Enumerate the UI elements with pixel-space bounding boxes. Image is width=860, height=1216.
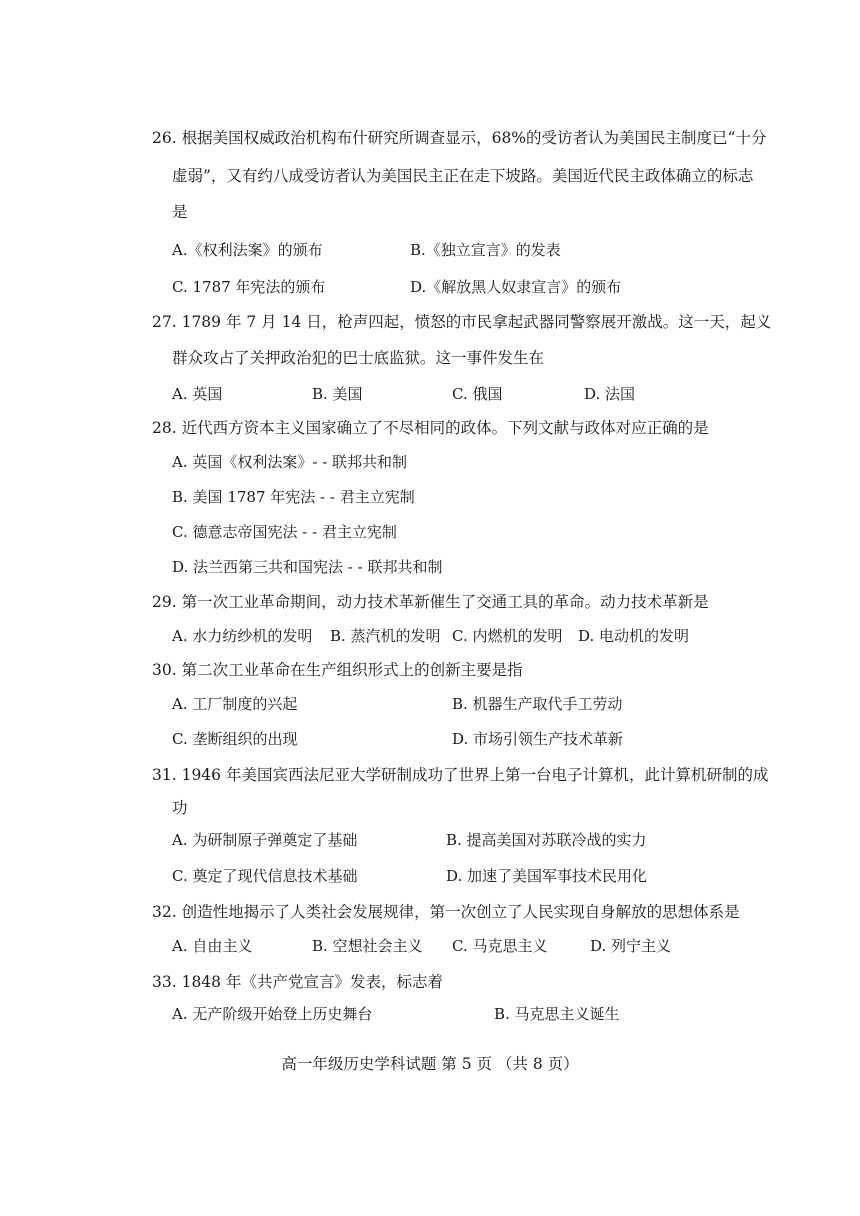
q30-option-a: A. 工厂制度的兴起: [172, 695, 298, 713]
q27-option-d: D. 法国: [584, 385, 636, 403]
q26-option-c: C. 1787 年宪法的颁布: [172, 278, 326, 296]
q26-option-a: A.《权利法案》的颁布: [172, 241, 323, 259]
page-footer: 高一年级历史学科试题 第 5 页 （共 8 页）: [281, 1055, 579, 1073]
question-30-text: 30. 第二次工业革命在生产组织形式上的创新主要是指: [152, 661, 523, 679]
q32-option-d: D. 列宁主义: [590, 937, 672, 955]
q33-option-b: B. 马克思主义诞生: [494, 1005, 620, 1023]
question-26-text-line-2: 虚弱”，又有约八成受访者认为美国民主正在走下坡路。美国近代民主政体确立的标志: [172, 167, 754, 185]
q29-option-b: B. 蒸汽机的发明: [330, 627, 441, 645]
q31-option-b: B. 提高美国对苏联冷战的实力: [446, 831, 647, 849]
q29-option-a: A. 水力纺纱机的发明: [172, 627, 313, 645]
question-28-text: 28. 近代西方资本主义国家确立了不尽相同的政体。下列文献与政体对应正确的是: [152, 419, 709, 437]
q29-option-c: C. 内燃机的发明: [452, 627, 563, 645]
q32-option-c: C. 马克思主义: [452, 937, 548, 955]
q32-option-b: B. 空想社会主义: [312, 937, 423, 955]
q31-option-d: D. 加速了美国军事技术民用化: [446, 867, 648, 885]
question-26-text-line-1: 26. 根据美国权威政治机构布什研究所调查显示，68%的受访者认为美国民主制度已“十分: [152, 129, 767, 147]
q33-option-a: A. 无产阶级开始登上历史舞台: [172, 1005, 373, 1023]
q26-option-d: D.《解放黑人奴隶宣言》的颁布: [410, 278, 622, 296]
question-31-text-line-2: 功: [172, 799, 188, 817]
q30-option-c: C. 垄断组织的出现: [172, 730, 298, 748]
q30-option-b: B. 机器生产取代手工劳动: [452, 695, 623, 713]
q29-option-d: D. 电动机的发明: [578, 627, 690, 645]
q28-option-b: B. 美国 1787 年宪法 - - 君主立宪制: [172, 488, 415, 506]
question-32-text: 32. 创造性地揭示了人类社会发展规律，第一次创立了人民实现自身解放的思想体系是: [152, 903, 740, 921]
question-27-text-line-1: 27. 1789 年 7 月 14 日，枪声四起，愤怒的市民拿起武器同警察展开激战。这一天，起义: [152, 313, 772, 331]
q28-option-d: D. 法兰西第三共和国宪法 - - 联邦共和制: [172, 558, 443, 576]
question-26-text-line-3: 是: [172, 203, 188, 221]
question-27-text-line-2: 群众攻占了关押政治犯的巴士底监狱。这一事件发生在: [172, 349, 545, 367]
q27-option-a: A. 英国: [172, 385, 223, 403]
q26-option-b: B.《独立宣言》的发表: [410, 241, 561, 259]
q27-option-b: B. 美国: [312, 385, 363, 403]
question-33-text: 33. 1848 年《共产党宣言》发表，标志着: [152, 973, 443, 991]
question-31-text-line-1: 31. 1946 年美国宾西法尼亚大学研制成功了世界上第一台电子计算机，此计算机研制的成: [152, 766, 769, 784]
question-29-text: 29. 第一次工业革命期间，动力技术革新催生了交通工具的革命。动力技术革新是: [152, 593, 709, 611]
q32-option-a: A. 自由主义: [172, 937, 253, 955]
q27-option-c: C. 俄国: [452, 385, 503, 403]
q31-option-a: A. 为研制原子弹奠定了基础: [172, 831, 358, 849]
q28-option-a: A. 英国《权利法案》- - 联邦共和制: [172, 453, 408, 471]
q31-option-c: C. 奠定了现代信息技术基础: [172, 867, 358, 885]
q30-option-d: D. 市场引领生产技术革新: [452, 730, 624, 748]
q28-option-c: C. 德意志帝国宪法 - - 君主立宪制: [172, 523, 397, 541]
